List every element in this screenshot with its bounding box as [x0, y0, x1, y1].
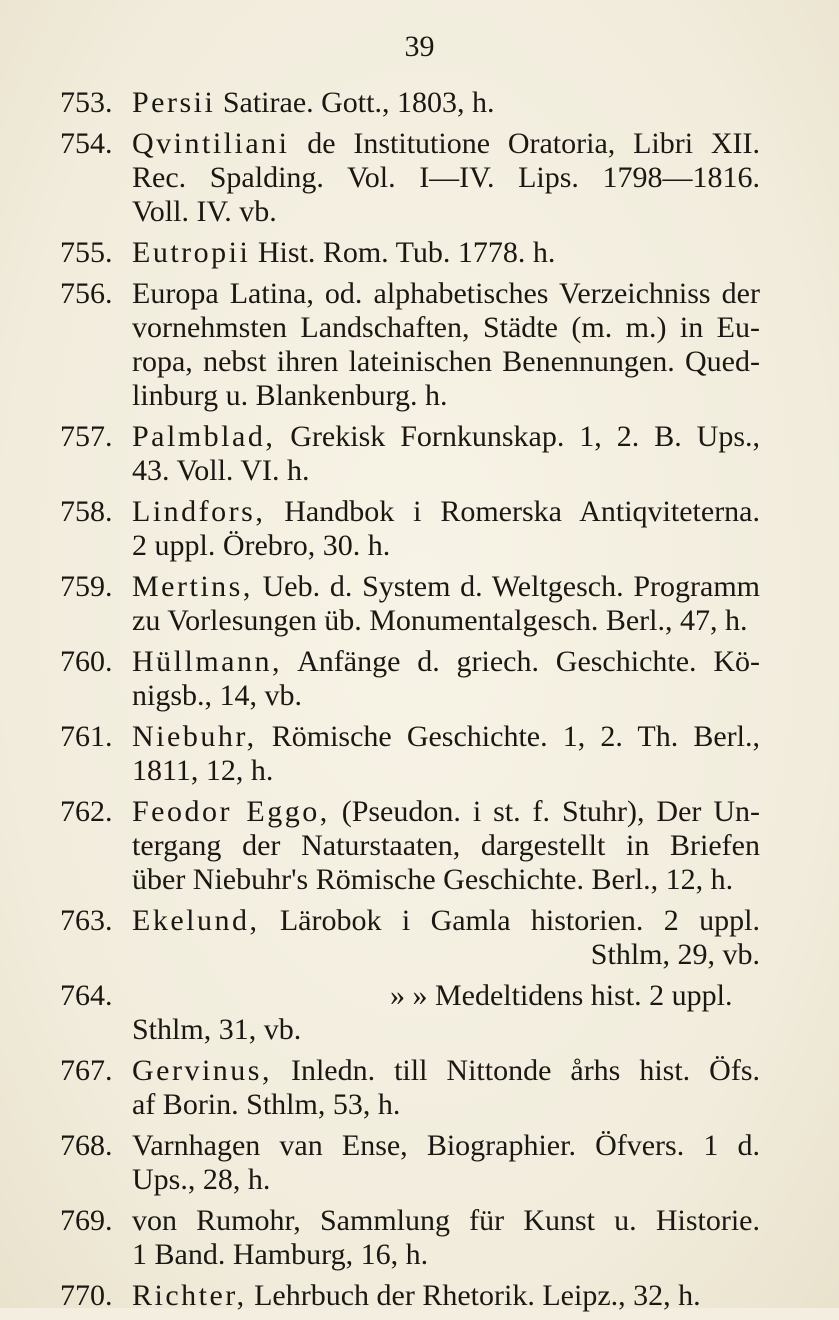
entry-text: 1 Band. Hamburg, 16, h. — [132, 1238, 429, 1271]
entry-text: Handbok i Romerska Antiqviteterna. — [265, 495, 760, 528]
entry-text: Varnhagen van Ense, Biographier. Öfvers. 1 d. — [132, 1129, 760, 1162]
entry-line — [132, 1088, 760, 1122]
author-name: Palmblad, — [132, 420, 276, 453]
entry-line — [132, 127, 760, 161]
catalogue-entry — [60, 1204, 760, 1272]
entry-line — [132, 236, 760, 270]
entry-line — [132, 938, 760, 972]
author-name: Persii — [132, 86, 216, 119]
entry-line — [132, 495, 760, 529]
entry-text: Ueb. d. System d. Weltgesch. Programm — [252, 570, 760, 603]
author-name: Hüllmann, — [132, 645, 282, 678]
entry-line — [132, 345, 760, 379]
entry-line — [132, 454, 760, 488]
catalogue-entry — [60, 1054, 760, 1122]
entry-line — [132, 1163, 760, 1197]
author-name: Ekelund, — [132, 904, 260, 937]
catalogue-entry — [60, 420, 760, 488]
catalogue-entry — [60, 979, 760, 1047]
entry-number: 756. — [60, 277, 113, 310]
entry-number: 759. — [60, 570, 113, 603]
entry-line — [132, 1129, 760, 1163]
entry-line — [132, 311, 760, 345]
entry-number: 757. — [60, 420, 113, 453]
entry-line — [132, 863, 760, 897]
entry-number: 762. — [60, 795, 113, 828]
catalogue-entry — [60, 236, 760, 270]
entry-text: vornehmsten Landschaften, Städte (m. m.) in Eu- — [132, 311, 760, 344]
entry-line — [132, 86, 760, 120]
entry-text: nigsb., 14, vb. — [132, 679, 303, 712]
entry-number: 767. — [60, 1054, 113, 1087]
entry-text: ropa, nebst ihren lateinischen Benennungen. Qued- — [132, 345, 760, 378]
entry-line — [132, 1204, 760, 1238]
entry-number: 763. — [60, 904, 113, 937]
entry-text: Hist. Rom. Tub. 1778. h. — [250, 236, 556, 269]
author-name: Gervinus, — [132, 1054, 272, 1087]
entry-text: Lehrbuch der Rhetorik. Leipz., 32, h. — [246, 1279, 701, 1312]
entry-text: tergang der Naturstaaten, dargestellt in Briefen — [132, 829, 760, 862]
entry-text: über Niebuhr's Römische Geschichte. Berl., 12, h. — [132, 863, 734, 896]
entry-line — [132, 277, 760, 311]
entry-text: Ups., 28, h. — [132, 1163, 271, 1196]
entry-number: 755. — [60, 236, 113, 269]
entry-number: 761. — [60, 720, 113, 753]
page-number: 39 — [404, 30, 435, 63]
entry-text: Rec. Spalding. Vol. I—IV. Lips. 1798—1816. — [132, 161, 760, 194]
entry-text: von Rumohr, Sammlung für Kunst u. Historie. — [132, 1204, 760, 1237]
entry-text: Europa Latina, od. alphabetisches Verzeichniss der — [132, 277, 760, 310]
entry-number: 764. — [60, 979, 113, 1012]
author-name: Lindfors, — [132, 495, 266, 528]
catalogue-entry — [60, 127, 760, 229]
catalogue-entry — [60, 570, 760, 638]
entry-line — [132, 720, 760, 754]
entry-text: Sthlm, 29, vb. — [590, 938, 760, 971]
entry-line — [132, 679, 760, 713]
entry-text: 43. Voll. VI. h. — [132, 454, 310, 487]
entry-text: de Institutione Oratoria, Libri XII. — [289, 127, 760, 160]
author-name: Feodor Eggo, — [132, 795, 330, 828]
entry-text: Lärobok i Gamla historien. 2 uppl. — [259, 904, 760, 937]
entry-line — [132, 795, 760, 829]
entry-number: 753. — [60, 86, 113, 119]
entry-line — [132, 1054, 760, 1088]
entry-text: Anfänge d. griech. Geschichte. Kö- — [282, 645, 760, 678]
entry-line — [132, 195, 760, 229]
entry-text: » » Medeltidens hist. 2 uppl. — [390, 979, 733, 1012]
entry-text: linburg u. Blankenburg. h. — [132, 379, 448, 412]
catalogue-entry — [60, 1129, 760, 1197]
author-name: Eutropii — [132, 236, 251, 269]
catalogue-entry — [60, 495, 760, 563]
entry-number: 760. — [60, 645, 113, 678]
entry-text: Grekisk Fornkunskap. 1, 2. B. Ups., — [275, 420, 760, 453]
entry-text: 2 uppl. Örebro, 30. h. — [132, 529, 391, 562]
entry-text: (Pseudon. i st. f. Stuhr), Der Un- — [329, 795, 760, 828]
catalogue-entry — [60, 86, 760, 120]
entry-line — [132, 754, 760, 788]
author-name: Richter, — [132, 1279, 247, 1312]
entry-text: 1811, 12, h. — [132, 754, 274, 787]
entry-text: Römische Geschichte. 1, 2. Th. Berl., — [256, 720, 760, 753]
author-name: Mertins, — [132, 570, 253, 603]
entry-line — [132, 570, 760, 604]
entry-line — [132, 161, 760, 195]
entry-line — [132, 379, 760, 413]
entry-number: 769. — [60, 1204, 113, 1237]
entry-text: Inledn. till Nittonde århs hist. Öfs. — [271, 1054, 760, 1087]
author-name: Qvintiliani — [132, 127, 290, 160]
entry-text: af Borin. Sthlm, 53, h. — [132, 1088, 401, 1121]
entry-text: zu Vorlesungen üb. Monumentalgesch. Berl., 47, h. — [132, 604, 748, 637]
catalogue-entry — [60, 904, 760, 972]
entry-number: 768. — [60, 1129, 113, 1162]
entry-text: Voll. IV. vb. — [132, 195, 277, 228]
author-name: Niebuhr, — [132, 720, 257, 753]
entry-line — [132, 904, 760, 938]
entry-text: Sthlm, 31, vb. — [132, 1013, 302, 1046]
entry-text: Satirae. Gott., 1803, h. — [215, 86, 495, 119]
entry-number: 754. — [60, 127, 113, 160]
entry-line — [132, 1013, 760, 1047]
entry-line — [132, 1238, 760, 1272]
catalogue-entry — [60, 645, 760, 713]
entry-line — [132, 420, 760, 454]
entry-number: 770. — [60, 1279, 113, 1312]
entry-line — [132, 829, 760, 863]
catalogue-entry — [60, 277, 760, 413]
catalogue-entries — [0, 86, 839, 1320]
entry-number: 758. — [60, 495, 113, 528]
entry-line — [132, 604, 760, 638]
catalogue-entry — [60, 795, 760, 897]
entry-line — [132, 529, 760, 563]
entry-line — [132, 645, 760, 679]
catalogue-entry — [60, 720, 760, 788]
entry-line — [132, 979, 760, 1013]
